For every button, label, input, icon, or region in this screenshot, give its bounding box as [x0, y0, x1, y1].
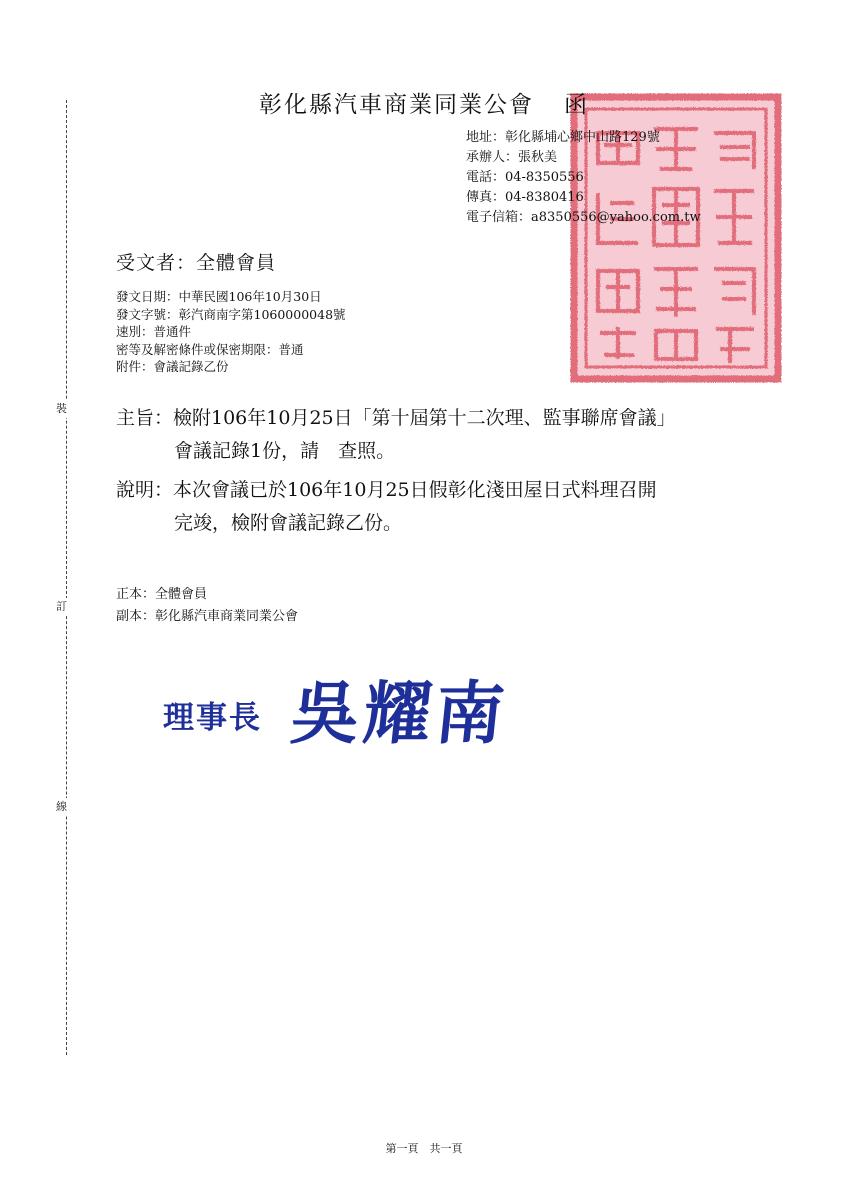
contact-email: 電子信箱：a8350556@yahoo.com.tw [466, 210, 701, 225]
delivery-speed: 速別：普通件 [116, 324, 192, 339]
distribution-block [116, 584, 298, 628]
explanation-line-2: 完竣，檢附會議記錄乙份。 [174, 512, 403, 534]
organization-name: 彰化縣汽車商業同業公會 [259, 92, 534, 118]
binding-mark-zhuang: 裝 [56, 400, 67, 418]
issue-number: 發文字號：彰汽商南字第1060000048號 [116, 306, 346, 322]
subject-line-2: 會議記錄1份，請 查照。 [174, 440, 396, 462]
explanation-section [116, 474, 657, 540]
contact-address: 地址：彰化縣埔心鄉中山路129號 [466, 130, 660, 145]
signature-title: 理事長 [163, 700, 262, 736]
signature-name: 吳耀南 [287, 675, 512, 754]
issue-date: 發文日期：中華民國106年10月30日 [116, 289, 322, 304]
contact-handler: 承辦人：張秋美 [466, 150, 558, 165]
subject-line-1: 主旨：檢附106年10月25日「第十屆第十二次理、監事聯席會議」 [116, 407, 676, 429]
binding-line [66, 100, 67, 1055]
binding-mark-xian: 線 [56, 798, 67, 816]
contact-fax: 傳真：04-8380416 [466, 190, 584, 205]
original-recipients: 正本：全體會員 [116, 587, 208, 602]
copy-recipients: 副本：彰化縣汽車商業同業公會 [116, 609, 299, 624]
explanation-line-1: 說明：本次會議已於106年10月25日假彰化淺田屋日式料理召開 [116, 479, 657, 501]
contact-phone: 電話：04-8350556 [466, 170, 584, 185]
attachment: 附件：會議記錄乙份 [116, 359, 229, 374]
page-footer: 第一頁 共一頁 [385, 1142, 463, 1155]
classification: 密等及解密條件或保密期限：普通 [116, 341, 304, 357]
recipient-line: 受文者：全體會員 [116, 252, 277, 274]
document-type: 函 [564, 92, 589, 118]
document-meta-block [116, 288, 346, 376]
subject-section [116, 402, 676, 468]
document-header [0, 86, 848, 119]
contact-info-block [466, 128, 701, 228]
binding-mark-ding: 訂 [56, 598, 67, 616]
